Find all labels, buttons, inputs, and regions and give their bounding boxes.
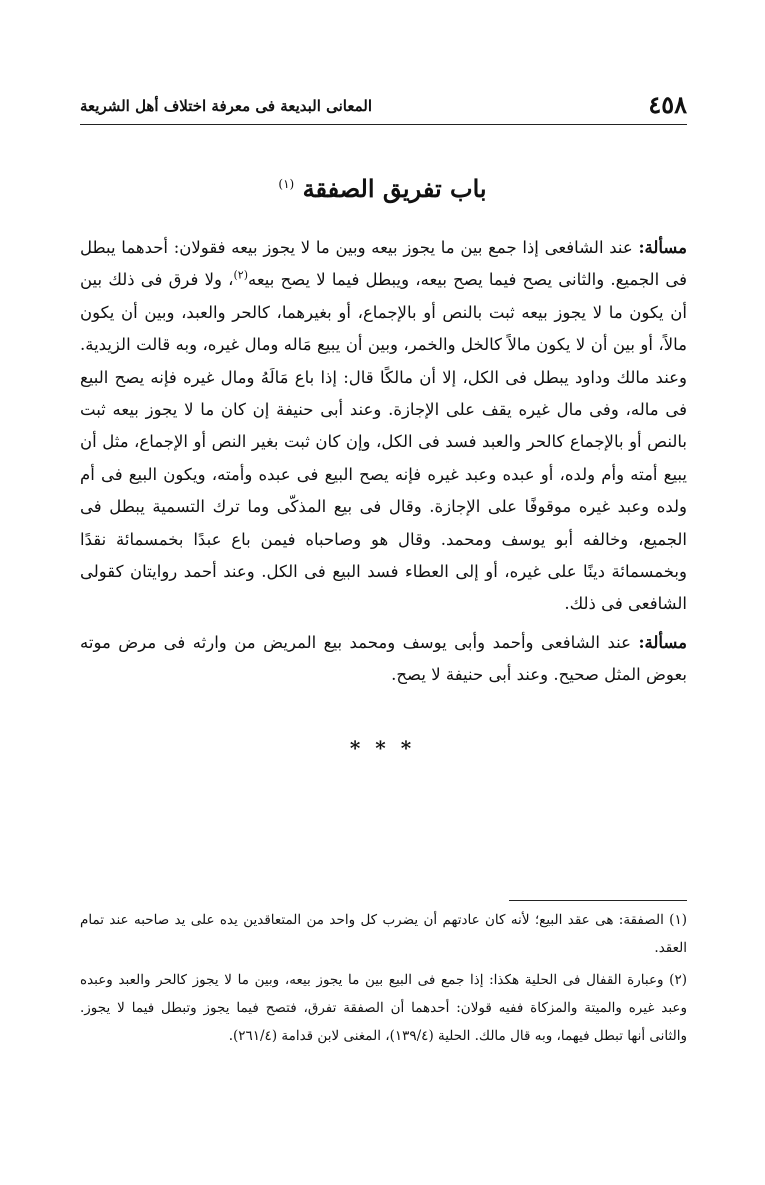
- chapter-title-text: باب تفريق الصفقة: [302, 174, 487, 203]
- issue-text: عند الشافعى وأحمد وأبى يوسف ومحمد بيع المريض من وارثه فى مرض موته بعوض المثل صحيح. وعند أبى حنيفة لا يصح.: [80, 632, 687, 685]
- issue-label: مسألة:: [638, 238, 687, 257]
- chapter-footnote-marker: (١): [278, 177, 295, 191]
- footnotes: [80, 906, 687, 1050]
- footnote-1: (١) الصفقة: هى عقد البيع؛ لأنه كان عادتهم أن يضرب كل واحد من المتعاقدين يده على يد صاحبه عند تمام العقد.: [80, 912, 687, 956]
- running-header: [80, 92, 687, 118]
- running-title: المعانى البديعة فى معرفة اختلاف أهل الشريعة: [80, 97, 373, 115]
- footnote-2: (٢) وعبارة القفال فى الحلية هكذا: إذا جمع فى البيع بين ما يجوز بيعه، وبين ما لا يجوز كالحر والعبد وعبده وعبد غيره والميتة والمزكاة ففيه قولان: أحدهما أن الصفقة تفرق، فتصح فيما يجوز وتبطل فيما لا يجوز. والثانى أنها تبطل فيهما، وبه قال مالك. الحلية (١٣٩/٤)، المغنى لابن قدامة (٢٦١/٤).: [80, 972, 687, 1044]
- issue-paragraph-2: [80, 627, 687, 692]
- footnote-rule: [509, 900, 687, 901]
- footnote-reference: (٢): [233, 268, 248, 282]
- issue-label: مسألة:: [638, 632, 688, 652]
- section-separator: * * *: [349, 736, 416, 760]
- page-number: ٤٥٨: [648, 90, 687, 119]
- issue-text-continued: ، ولا فرق فى ذلك بين أن يكون ما لا يجوز بيعه ثبت بالنص أو بالإجماع، أو بغيرهما، كالحر والعبد، وبين أن يكون مالاً، أو بين أن لا يكون مالاً كالخل والخمر، وبين أن يبيع مَاله ومال غيره، وبه قالت الزيدية. وعند مالك وداود يبطل فى الكل، إلا أن مالكًا قال: إذا باع مَالَهُ ومال غيره فإنه يصح البيع فى ماله، وفى مال غيره يقف على الإجازة. وعند أبى حنيفة إن كان ما لا يجوز بيعه ثبت بالنص أو بالإجماع كالحر والعبد فسد فى الكل، وإن كان ثبت بغير النص أو الإجماع، مثل أن يبيع أمته وأم ولده، أو عبده وعبد غيره فإنه يصح البيع فى عبده وأمته، ويكون البيع فى أم ولده وعبد غيره موقوفًا على الإجازة. وقال فى بيع المذكّى وما ترك التسمية يبطل فى الجميع، وخالفه أبو يوسف ومحمد. وقال هو وصاحباه فيمن باع عبدًا بخمسمائة نقدًا وبخمسمائة دينًا على غيره، أو إلى العطاء فسد البيع فى الكل. وعند أحمد روايتان كقولى الشافعى فى ذلك.: [80, 270, 687, 614]
- issue-text: عند الشافعى إذا جمع بين ما يجوز بيعه وبين ما لا يجوز بيعه فقولان: أحدهما يبطل فى الجميع. والثانى يصح فيما يصح بيعه، ويبطل فيما لا يصح بيعه: [80, 238, 687, 290]
- issue-paragraph-1: [80, 232, 687, 621]
- chapter-title: [0, 166, 765, 207]
- header-rule: [80, 124, 687, 125]
- main-text: [80, 232, 687, 692]
